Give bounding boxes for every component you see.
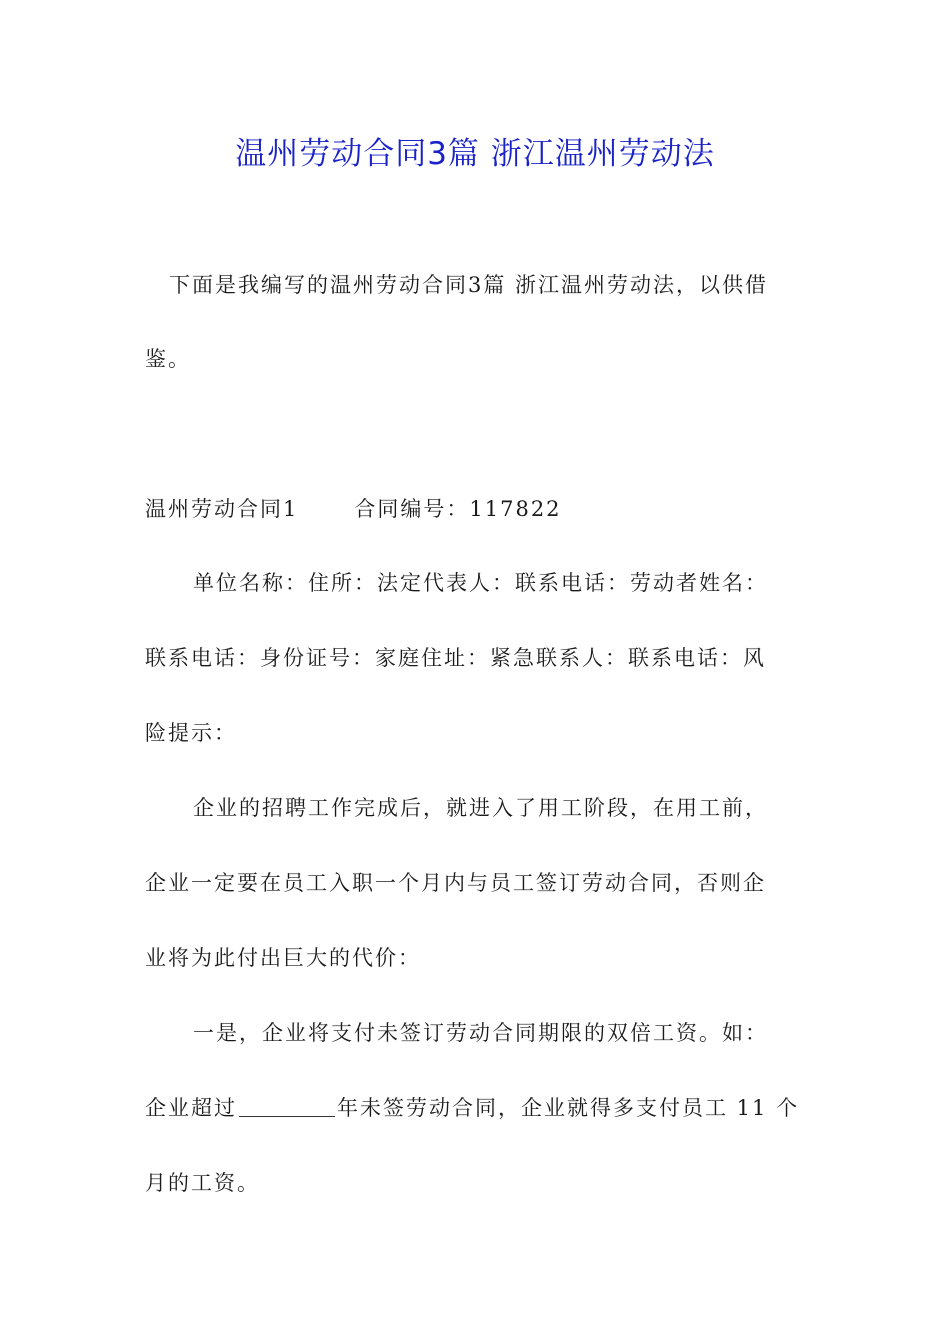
contract-number: 合同编号：117822: [354, 497, 562, 521]
fill-in-blank: [239, 1096, 335, 1117]
point-one-line-1: 一是，企业将支付未签订劳动合同期限的双倍工资。如：: [193, 1021, 768, 1045]
point-one-line-3: 月的工资。: [145, 1171, 260, 1195]
intro-line-1: 下面是我编写的温州劳动合同3篇 浙江温州劳动法，以供借: [169, 273, 769, 297]
fields-line-3: 险提示：: [145, 721, 237, 745]
document-title: 温州劳动合同3篇 浙江温州劳动法: [235, 136, 715, 172]
warning-line-1: 企业的招聘工作完成后，就进入了用工阶段，在用工前，: [193, 796, 768, 820]
contract-heading-line: [145, 494, 562, 524]
fields-line-1: 单位名称：住所：法定代表人：联系电话：劳动者姓名：: [193, 571, 768, 595]
warning-line-2: 企业一定要在员工入职一个月内与员工签订劳动合同，否则企: [145, 871, 766, 895]
point-one-line-2-end: 年未签劳动合同，企业就得多支付员工 11 个: [337, 1096, 800, 1120]
intro-line-2: 鉴。: [145, 347, 191, 371]
warning-line-3: 业将为此付出巨大的代价：: [145, 946, 421, 970]
point-one-line-2-start: 企业超过: [145, 1096, 237, 1120]
contract-name: 温州劳动合同1: [145, 497, 299, 521]
point-one-line-2: [145, 1093, 799, 1123]
fields-line-2: 联系电话：身份证号：家庭住址：紧急联系人：联系电话：风: [145, 646, 766, 670]
